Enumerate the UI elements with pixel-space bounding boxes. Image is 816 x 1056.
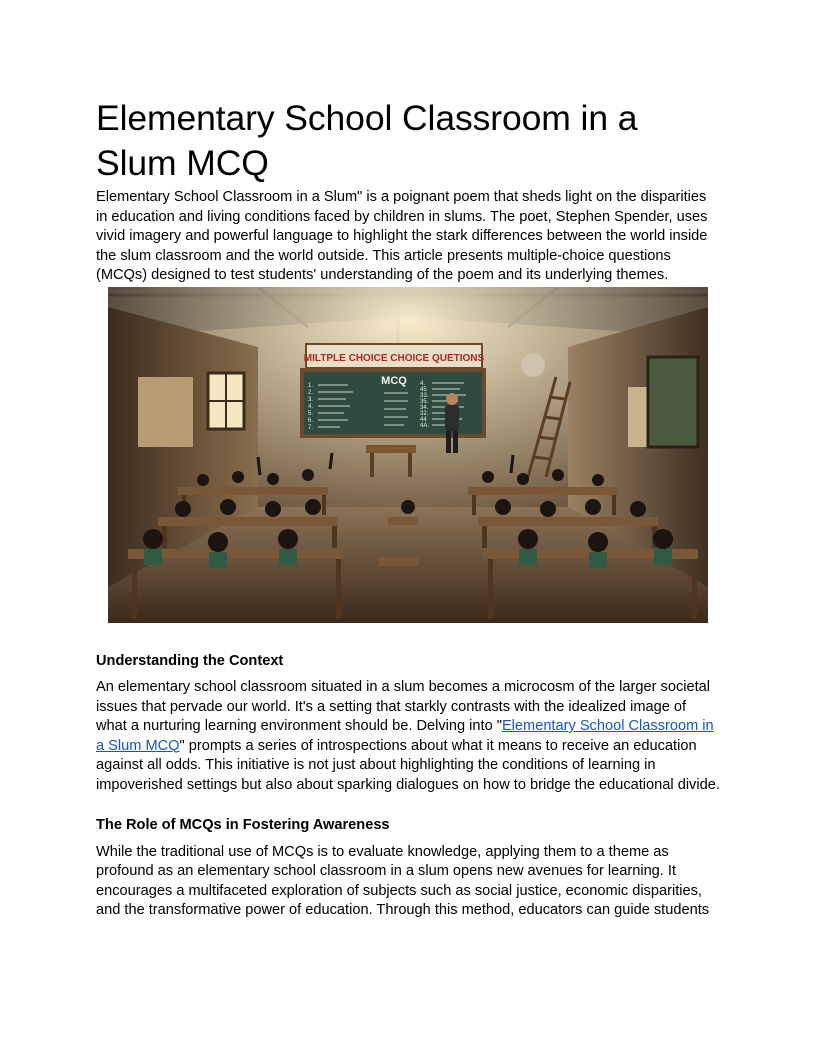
mcq-link[interactable]: Elementary School Classroom in a Slum MCQ <box>96 718 714 754</box>
context-text-before: An elementary school classroom situated in a slum becomes a microcosm of the larger societal issues that pervade our world. It's a setting that starkly contrasts with the idealized image of what a nurturing learning environment should be. Delving into " <box>96 679 711 734</box>
board-num-right: 44 <box>420 416 427 423</box>
board-num-left: 4. <box>308 403 314 410</box>
page-title: Elementary School Classroom in a Slum MCQ <box>96 98 638 183</box>
board-num-left: 1. <box>308 382 314 389</box>
board-num-left: 2. <box>308 389 314 396</box>
board-num-right: 45 <box>420 386 427 393</box>
section-heading-context: Understanding the Context <box>96 652 284 669</box>
board-num-left: 7. <box>308 424 314 431</box>
context-text-after: " prompts a series of introspections about what it means to receive an education against all odds. This initiative is not just about highlighting the conditions of learning in impoverished settings but also about sparking dialogues on how to bridge the educational divide. <box>96 737 720 793</box>
banner-text: MILTPLE CHOICE CHOICE QUETIONS <box>303 352 485 364</box>
board-heading: MCQ <box>381 374 407 387</box>
document-page <box>96 96 720 921</box>
board-num-right: 32. <box>420 410 429 417</box>
classroom-illustration-svg <box>108 287 708 623</box>
wall-fan <box>521 353 545 377</box>
context-paragraph <box>96 678 720 795</box>
board-num-right: 4A. <box>420 422 430 429</box>
classroom-illustration <box>108 287 708 623</box>
teacher-desk <box>366 445 416 453</box>
wall-poster-left <box>138 377 193 447</box>
board-num-left: 6. <box>308 417 314 424</box>
side-board <box>648 357 698 447</box>
board-num-right: 34. <box>420 404 429 411</box>
section-heading-role: The Role of MCQs in Fostering Awareness <box>96 817 390 833</box>
board-lines-left <box>308 383 313 431</box>
board-num-right: 33. <box>420 392 429 399</box>
role-paragraph: While the traditional use of MCQs is to evaluate knowledge, applying them to a theme as profound as an elementary school classroom in a slum opens new avenues for learning. It encourages a multifaceted exploration of subjects such as social justice, economic disparities, and the transformative power of education. Through this method, educators can guide students <box>96 843 710 918</box>
intro-paragraph: Elementary School Classroom in a Slum" is a poignant poem that sheds light on the disparities in education and living conditions faced by children in slums. The poet, Stephen Spender, uses vivid imagery and powerful language to highlight the stark differences between the world inside the slum classroom and the world outside. This article presents multiple-choice questions (MCQs) designed to test students' understanding of the poem and its underlying themes. <box>96 189 708 283</box>
board-num-right: 4. <box>420 380 426 387</box>
board-num-right: 35. <box>420 398 429 405</box>
board-num-left: 3. <box>308 396 314 403</box>
board-num-left: 5. <box>308 410 314 417</box>
